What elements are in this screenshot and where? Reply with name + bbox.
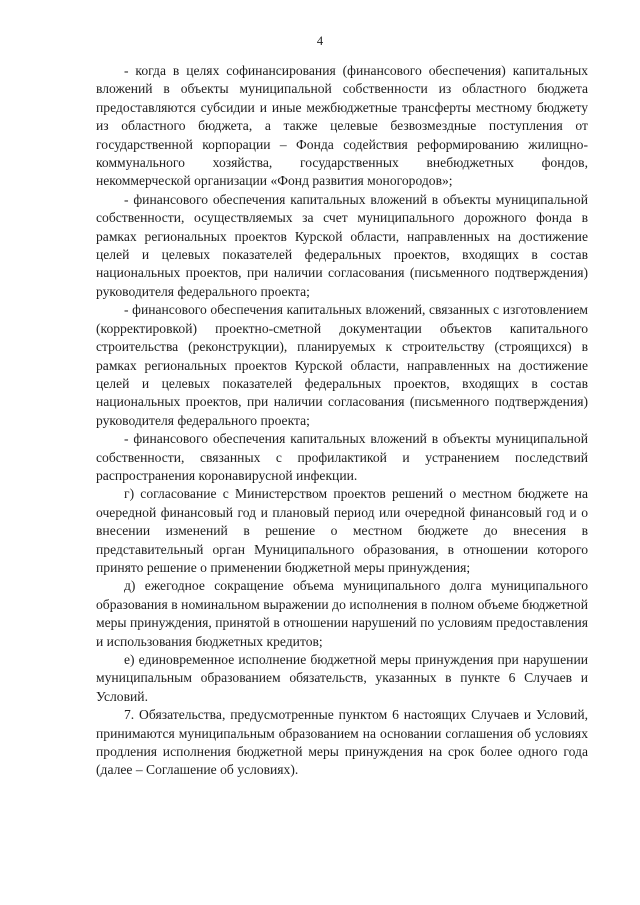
- paragraph-coronavirus: - финансового обеспечения капитальных вложений в объекты муниципальной собственности, связанных с профилактикой и устранением последствий распространения коронавирусной инфекции.: [96, 431, 588, 483]
- paragraph-road-fund: - финансового обеспечения капитальных вложений в объекты муниципальной собственности, осуществляемых за счет муниципального дорожного фонда в рамках региональных проектов Курской области, направленных на достижение целей и целевых показателей федеральных проектов, входящих в состав национальных проектов, при наличии согласования (письменного подтверждения) руководителя федерального проекта;: [96, 191, 588, 299]
- paragraph-item-d: д) ежегодное сокращение объема муниципального долга муниципального образования в номинальном выражении до исполнения в полном объеме бюджетной меры принуждения, принятой в отношении нарушений по условиям предоставления и использования бюджетных кредитов;: [96, 578, 588, 649]
- paragraph-section-7: 7. Обязательства, предусмотренные пунктом 6 настоящих Случаев и Условий, принимаются муниципальным образованием на основании соглашения об условиях продления исполнения бюджетной меры принуждения на срок более одного года (далее – Соглашение об условиях).: [96, 707, 588, 778]
- paragraph-cofinancing: - когда в целях софинансирования (финансового обеспечения) капитальных вложений в объекты муниципальной собственности из областного бюджета предоставляются субсидии и иные межбюджетные трансферты местному бюджету из областного бюджета, а также целевые безвозмездные поступления от государственной корпорации – Фонда содействия реформированию жилищно-коммунального хозяйства, государственных внебюджетных фондов, некоммерческой организации «Фонд развития моногородов»;: [96, 63, 588, 189]
- page-number: 4: [316, 34, 324, 48]
- document-body: [96, 62, 588, 780]
- paragraph-item-g: г) согласование с Министерством проектов решений о местном бюджете на очередной финансовый год и плановый период или очередной финансовый год и о внесении изменений в решение о местном бюджете до внесения в представительный орган Муниципального образования, в отношении которого принято решение о применении бюджетной меры принуждения;: [96, 486, 588, 575]
- paragraph-item-e: е) единовременное исполнение бюджетной меры принуждения при нарушении муниципальным образованием обязательств, указанных в пункте 6 Случаев и Условий.: [96, 652, 588, 704]
- paragraph-design-documentation: - финансового обеспечения капитальных вложений, связанных с изготовлением (корректировкой) проектно-сметной документации объектов капитального строительства (реконструкции), планируемых к строительству (строящихся) в рамках региональных проектов Курской области, направленных на достижение целей и целевых показателей федеральных проектов, входящих в состав национальных проектов, при наличии согласования (письменного подтверждения) руководителя федерального проекта;: [96, 302, 588, 428]
